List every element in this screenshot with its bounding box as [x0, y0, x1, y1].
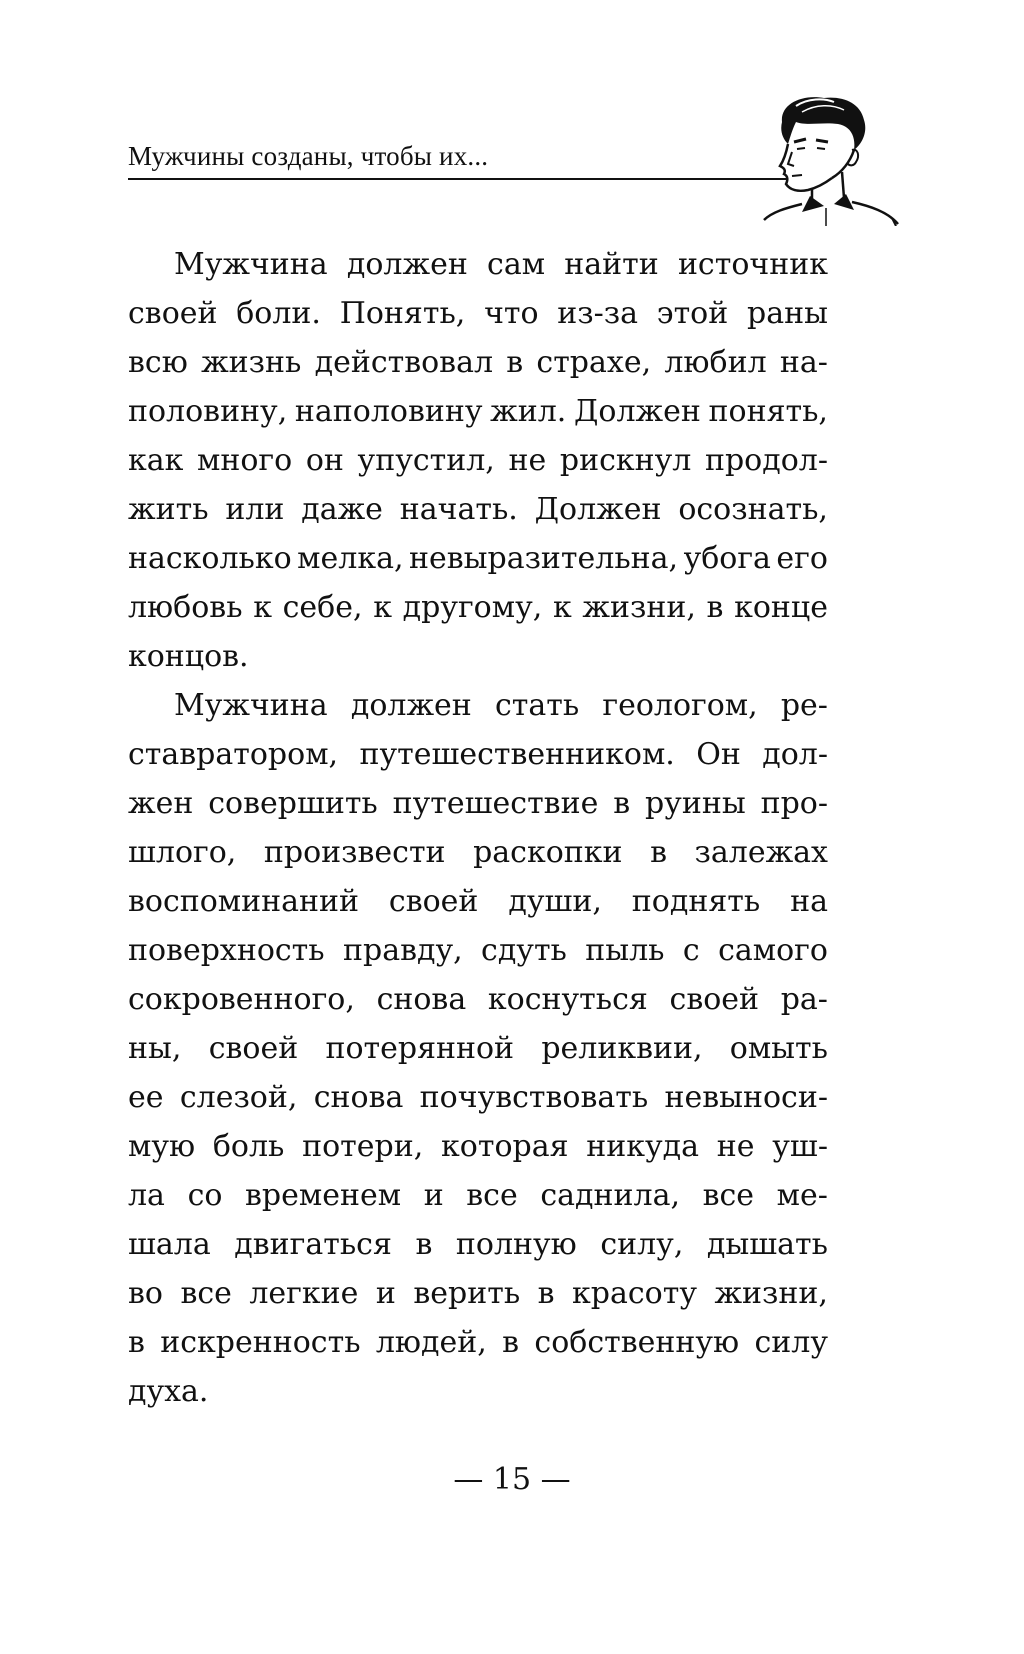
word: дышать	[706, 1227, 828, 1262]
word: как	[128, 443, 184, 478]
word: саднила,	[540, 1178, 680, 1213]
word: с	[682, 933, 700, 968]
word: которая	[441, 1129, 569, 1164]
man-portrait-icon	[762, 92, 902, 226]
word: Должен	[574, 394, 701, 429]
word: боль	[212, 1129, 285, 1164]
word: мую	[128, 1129, 196, 1164]
paragraph-2	[128, 681, 828, 1416]
word: любил	[664, 345, 767, 380]
word: Должен	[534, 492, 662, 527]
word: все	[466, 1178, 518, 1213]
word: произвести	[263, 835, 446, 870]
word: понять,	[708, 394, 828, 429]
word: жизнь	[201, 345, 302, 380]
word: своей	[208, 1031, 299, 1066]
word: силу,	[600, 1227, 684, 1262]
word: в	[706, 590, 724, 625]
text-line	[128, 240, 828, 289]
word: действовал	[314, 345, 494, 380]
word: силу	[754, 1325, 828, 1360]
word: невыразительна,	[408, 541, 679, 576]
word: раны	[746, 296, 828, 331]
paragraph-1	[128, 240, 828, 681]
word: со	[187, 1178, 223, 1213]
text-line	[128, 1171, 828, 1220]
word: ре-	[780, 688, 828, 723]
word: найти	[564, 247, 659, 282]
word: никуда	[586, 1129, 700, 1164]
word: в	[502, 1325, 520, 1360]
running-title: Мужчины созданы, чтобы их...	[128, 141, 489, 171]
word: уш-	[772, 1129, 828, 1164]
word: не	[716, 1129, 755, 1164]
word: к	[373, 590, 392, 625]
text-line: духа.	[128, 1374, 209, 1409]
word: в	[128, 1325, 145, 1360]
word: половину,	[128, 394, 288, 429]
word: реликвии,	[541, 1031, 703, 1066]
word: потери,	[302, 1129, 424, 1164]
word: поднять	[631, 884, 761, 919]
word: Мужчина	[174, 688, 328, 723]
word: он	[305, 443, 344, 478]
word: воспоминаний	[128, 884, 360, 919]
word: любовь	[128, 590, 243, 625]
text-line	[128, 1220, 828, 1269]
word: все	[180, 1276, 232, 1311]
word: слезой,	[179, 1080, 298, 1115]
word: жизни,	[714, 1276, 828, 1311]
word: страхе,	[536, 345, 652, 380]
word: ме-	[776, 1178, 828, 1213]
word: другому,	[402, 590, 543, 625]
word: руины	[644, 786, 746, 821]
word: правду,	[343, 933, 463, 968]
word: или	[225, 492, 285, 527]
text-line	[128, 1318, 828, 1367]
text-line	[128, 828, 828, 877]
word: и	[423, 1178, 444, 1213]
word: путешествие	[392, 786, 599, 821]
text-line	[128, 436, 828, 485]
word: наполовину	[294, 394, 483, 429]
word: к	[552, 590, 572, 625]
word: во	[128, 1276, 163, 1311]
word: жен	[128, 786, 194, 821]
word: в	[613, 786, 631, 821]
word: рискнул	[559, 443, 692, 478]
word: не	[508, 443, 547, 478]
word: души,	[508, 884, 602, 919]
word: в	[537, 1276, 555, 1311]
word: конце	[734, 590, 828, 625]
word: своей	[669, 982, 760, 1017]
word: полную	[455, 1227, 577, 1262]
word: людей,	[375, 1325, 487, 1360]
text-line	[128, 730, 828, 779]
word: и	[375, 1276, 396, 1311]
word: к	[253, 590, 272, 625]
word: геологом,	[602, 688, 758, 723]
word: совершить	[208, 786, 378, 821]
word: этой	[656, 296, 729, 331]
running-header	[128, 134, 788, 180]
text-line	[128, 1122, 828, 1171]
word: снова	[313, 1080, 404, 1115]
word: шлого,	[128, 835, 237, 870]
word: временем	[245, 1178, 402, 1213]
word: дол-	[762, 737, 828, 772]
word: всю	[128, 345, 188, 380]
word: сдуть	[481, 933, 567, 968]
text-line	[128, 975, 828, 1024]
word: Понять,	[339, 296, 466, 331]
word: жизни,	[582, 590, 696, 625]
word: про-	[760, 786, 828, 821]
word: снова	[376, 982, 467, 1017]
text-line	[128, 1024, 828, 1073]
word: что	[484, 296, 539, 331]
word: стать	[494, 688, 580, 723]
text-line	[128, 681, 828, 730]
word: своей	[388, 884, 479, 919]
word: жил.	[490, 394, 567, 429]
word: сам	[487, 247, 546, 282]
word: ее	[128, 1080, 164, 1115]
word: красоту	[572, 1276, 697, 1311]
text-line	[128, 1269, 828, 1318]
word: ра-	[780, 982, 828, 1017]
text-line	[128, 926, 828, 975]
word: путешественником.	[359, 737, 675, 772]
text-line	[128, 779, 828, 828]
word: насколько	[128, 541, 292, 576]
word: залежах	[694, 835, 828, 870]
text-line	[128, 534, 828, 583]
word: даже	[301, 492, 383, 527]
text-line	[128, 1073, 828, 1122]
word: много	[197, 443, 293, 478]
word: в	[415, 1227, 433, 1262]
word: шала	[128, 1227, 211, 1262]
text-line: концов.	[128, 639, 249, 674]
word: коснуться	[487, 982, 648, 1017]
word: легкие	[249, 1276, 359, 1311]
page-number: — 15 —	[453, 1462, 571, 1497]
word: верить	[413, 1276, 521, 1311]
word: боли.	[236, 296, 321, 331]
word: все	[702, 1178, 755, 1213]
word: своей	[128, 296, 218, 331]
word: двигаться	[234, 1227, 392, 1262]
word: продол-	[704, 443, 828, 478]
word: раскопки	[473, 835, 623, 870]
word: начать.	[399, 492, 518, 527]
word: на-	[779, 345, 828, 380]
word: самого	[718, 933, 828, 968]
text-line	[128, 485, 828, 534]
word: упустил,	[357, 443, 495, 478]
word: убога	[683, 541, 771, 576]
word: должен	[350, 688, 472, 723]
word: поверхность	[128, 933, 325, 968]
word: мелка,	[297, 541, 404, 576]
word: ла	[128, 1178, 165, 1213]
word: омыть	[729, 1031, 828, 1066]
word: осознать,	[678, 492, 828, 527]
word: потерянной	[325, 1031, 515, 1066]
word: пыль	[585, 933, 665, 968]
word: должен	[346, 247, 468, 282]
word: источник	[677, 247, 828, 282]
word: ны,	[128, 1031, 182, 1066]
word: на	[790, 884, 828, 919]
text-line	[128, 387, 828, 436]
word: в	[506, 345, 524, 380]
word: Мужчина	[174, 247, 328, 282]
word: его	[776, 541, 828, 576]
word: сокровенного,	[128, 982, 355, 1017]
text-line	[128, 338, 828, 387]
word: из-за	[557, 296, 639, 331]
word: ставратором,	[128, 737, 339, 772]
word: жить	[128, 492, 209, 527]
word: собственную	[534, 1325, 740, 1360]
body-text	[128, 240, 828, 1416]
word: почувствовать	[419, 1080, 649, 1115]
text-line	[128, 289, 828, 338]
word: себе,	[282, 590, 363, 625]
word: Он	[696, 737, 741, 772]
word: невыноси-	[664, 1080, 828, 1115]
word: в	[650, 835, 667, 870]
text-line	[128, 583, 828, 632]
word: искренность	[160, 1325, 361, 1360]
text-line	[128, 877, 828, 926]
